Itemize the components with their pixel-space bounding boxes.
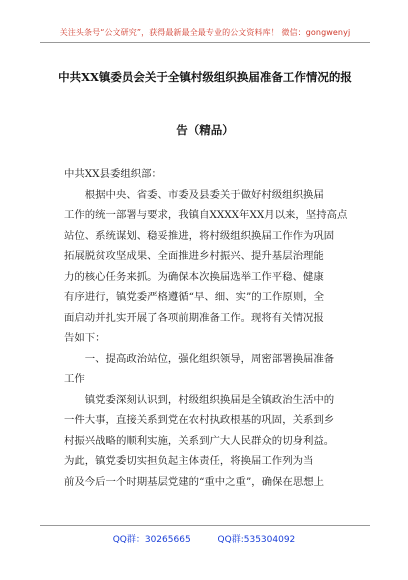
footer xyxy=(0,532,408,545)
document-title-line2: 告（精品） xyxy=(176,123,234,137)
body-line: 面启动并扎实开展了各项前期准备工作。现将有关情况报 xyxy=(64,311,324,324)
document-title-line1: 中共XX镇委员会关于全镇村级组织换届准备工作情况的报 xyxy=(58,70,352,84)
body-line: 站位、系统谋划、稳妥推进，将村级组织换届工作作为巩固 xyxy=(64,229,335,242)
body-line: 工作的统一部署与要求，我镇自XXXX年XX月以来，坚持高点 xyxy=(64,209,348,221)
footer-qq-group-1: QQ群：30265665 xyxy=(112,535,191,545)
body-line: 一件大事，直接关系到党在农村执政根基的巩固，关系到乡 xyxy=(64,414,335,426)
salutation: 中共XX县委组织部： xyxy=(64,168,162,180)
header-divider xyxy=(40,42,370,43)
body-line: 村振兴战略的顺利实施，关系到广大人民群众的切身利益。 xyxy=(64,434,335,447)
footer-qq-group-2: QQ群:535304092 xyxy=(217,535,296,545)
body-line: 告如下： xyxy=(64,332,106,344)
body-line: 根据中央、省委、市委及县委关于做好村级组织换届 xyxy=(64,188,324,201)
section-heading: 一、提高政治站位，强化组织领导，周密部署换届准备 xyxy=(64,352,335,365)
body-line: 镇党委深刻认识到，村级组织换届是全镇政治生活中的 xyxy=(64,393,335,406)
body-line: 拓展脱贫攻坚成果、全面推进乡村振兴、提升基层治理能 xyxy=(64,250,324,262)
header-banner: 关注头条号“公文研究”，获得最新最全最专业的公文资料库！ 微信：gongwenyj xyxy=(59,28,351,37)
footer-divider xyxy=(40,525,370,526)
body-line: 前及今后一个时期基层党建的“重中之重”，确保在思想上 xyxy=(64,475,324,488)
body-line: 为此，镇党委切实担负起主体责任，将换届工作列为当 xyxy=(64,455,314,467)
document-body xyxy=(64,164,364,492)
body-line: 有序进行，镇党委严格遵循“早、细、实”的工作原则，全 xyxy=(64,291,324,303)
body-line: 力的核心任务来抓。为确保本次换届选举工作平稳、健康 xyxy=(64,270,324,283)
section-heading: 工作 xyxy=(64,373,85,385)
